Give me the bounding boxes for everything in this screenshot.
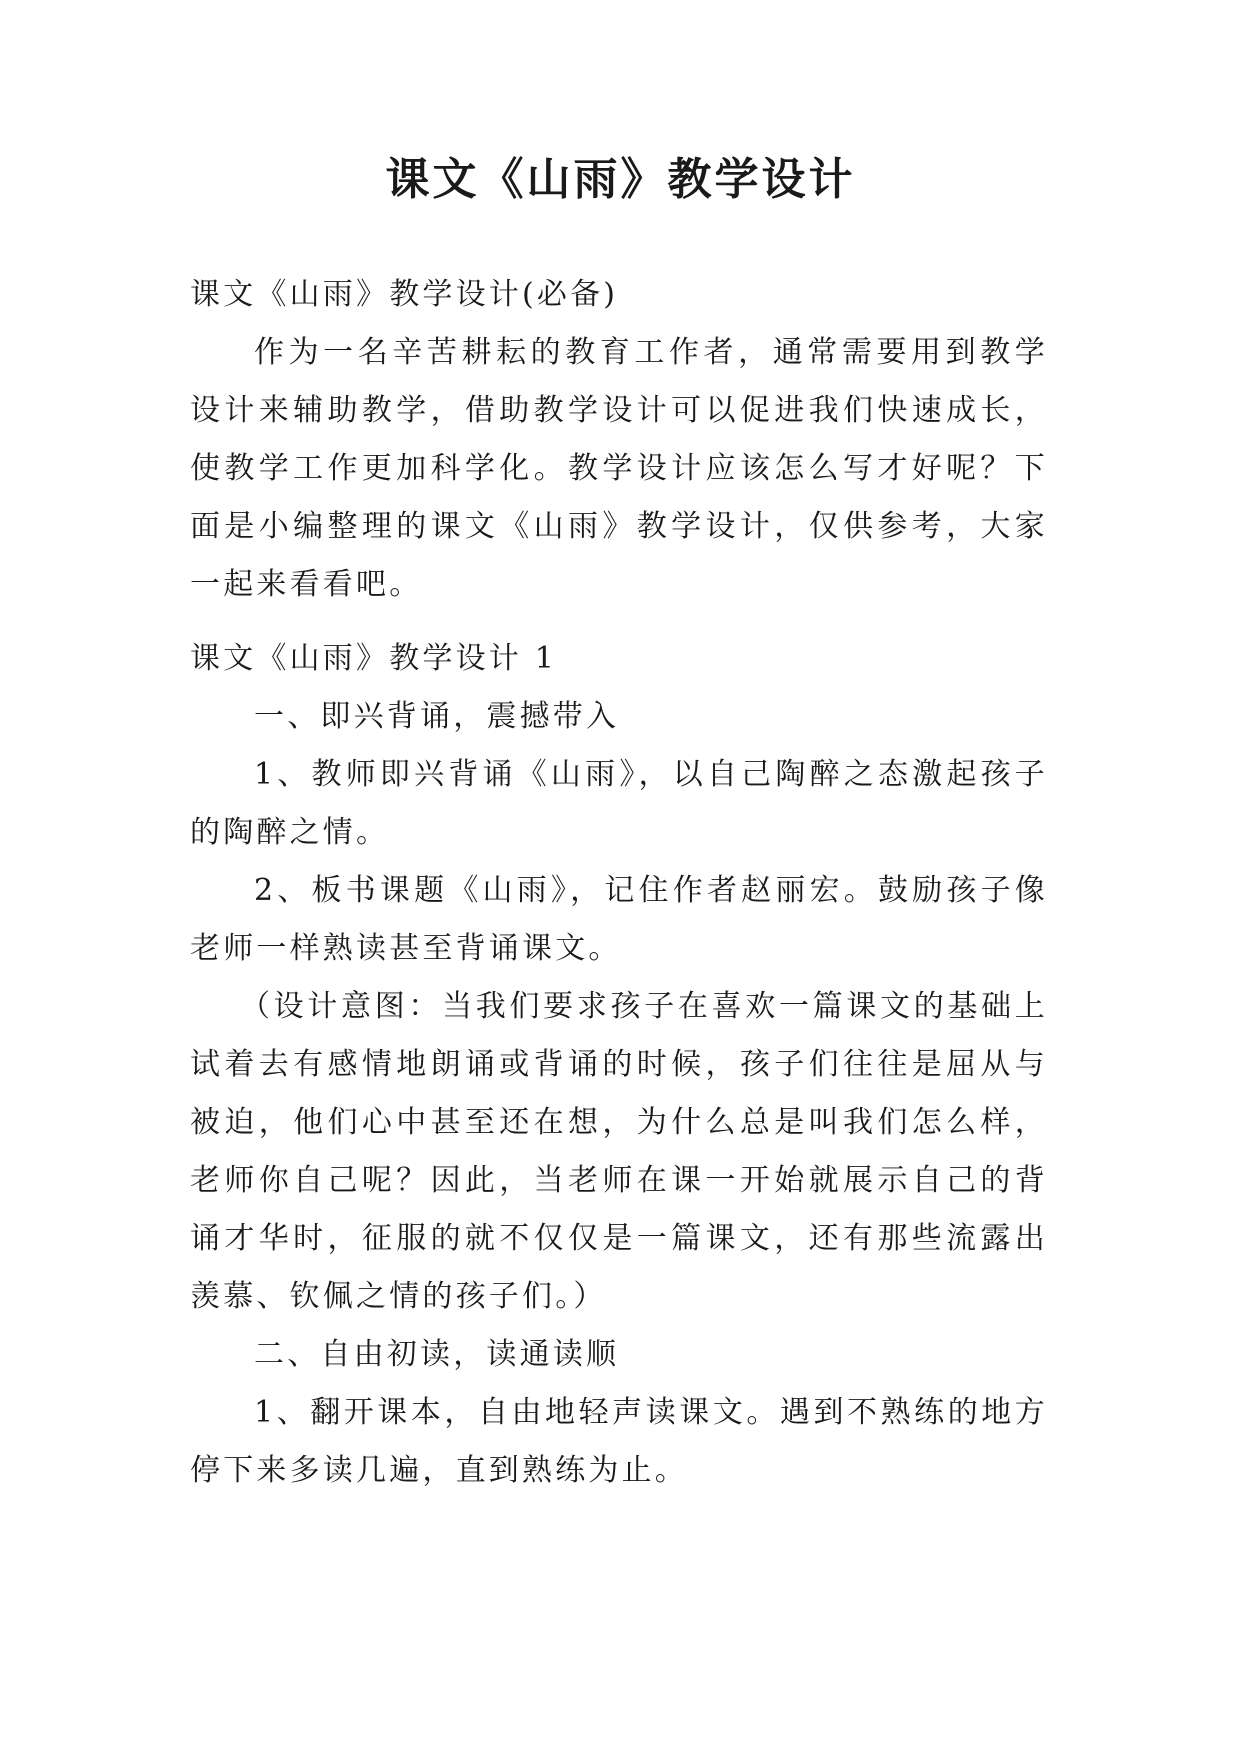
section-heading: 课文《山雨》教学设计 1 bbox=[190, 641, 558, 676]
part2-item-1: 1、翻开课本，自由地轻声读课文。遇到不熟练的地方停下来多读几遍，直到熟练为止。 bbox=[190, 1395, 1048, 1488]
part1-item-2: 2、板书课题《山雨》，记住作者赵丽宏。鼓励孩子像老师一样熟读甚至背诵课文。 bbox=[190, 873, 1048, 966]
part1-item-1: 1、教师即兴背诵《山雨》，以自己陶醉之态激起孩子的陶醉之情。 bbox=[190, 757, 1048, 850]
design-intent-note: （设计意图：当我们要求孩子在喜欢一篇课文的基础上试着去有感情地朗诵或背诵的时候，孩子们往往是屈从与被迫，他们心中甚至还在想，为什么总是叫我们怎么样，老师你自己呢？因此，当老师在课一开始就展示自己的背诵才华时，征服的就不仅仅是一篇课文，还有那些流露出羡慕、钦佩之情的孩子们。） bbox=[190, 989, 1048, 1314]
document-subtitle: 课文《山雨》教学设计(必备) bbox=[190, 277, 619, 312]
part-heading-1: 一、即兴背诵，震撼带入 bbox=[254, 699, 620, 734]
document-title: 课文《山雨》教学设计 bbox=[385, 154, 856, 205]
intro-paragraph: 作为一名辛苦耕耘的教育工作者，通常需要用到教学设计来辅助教学，借助教学设计可以促进我们快速成长，使教学工作更加科学化。教学设计应该怎么写才好呢？下面是小编整理的课文《山雨》教学设计，仅供参考，大家一起来看看吧。 bbox=[190, 335, 1048, 602]
part-heading-2: 二、自由初读，读通读顺 bbox=[254, 1337, 620, 1372]
